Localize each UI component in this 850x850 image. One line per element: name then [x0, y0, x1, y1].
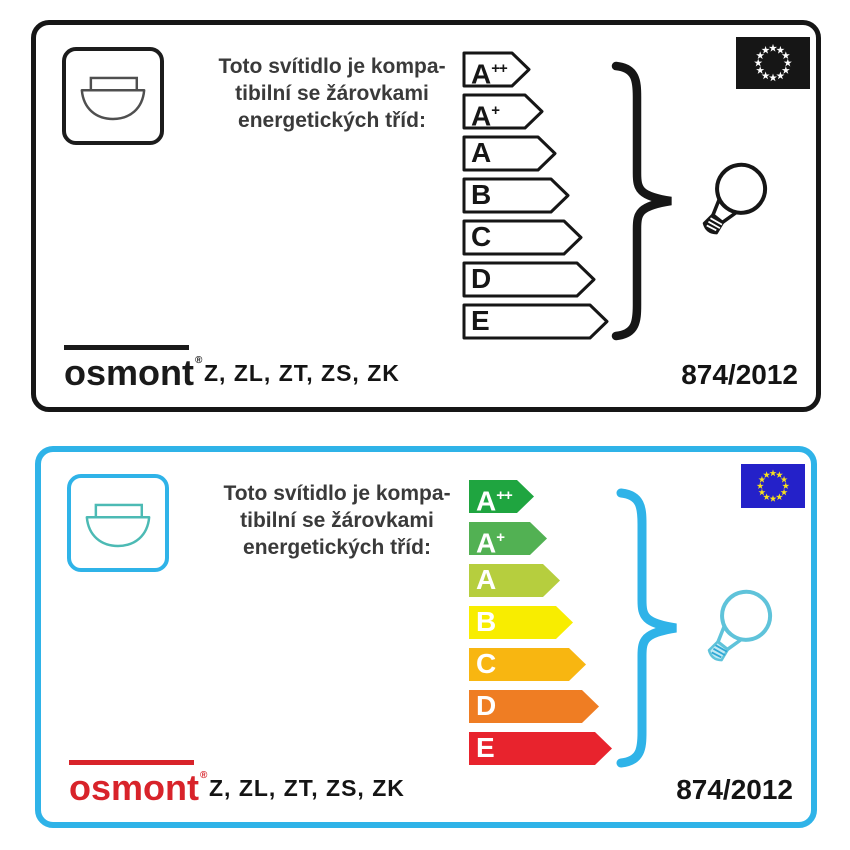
- energy-class-letter: A+: [476, 527, 504, 559]
- energy-class-letter: E: [476, 732, 495, 763]
- energy-class-a++: [462, 51, 610, 88]
- compat-line-1: Toto svítidlo je kompa-: [223, 482, 451, 505]
- logo-text: osmont: [69, 767, 199, 808]
- energy-class-letter: A: [471, 137, 492, 168]
- energy-class-a++: [467, 478, 615, 515]
- energy-class-b: [462, 177, 610, 214]
- energy-class-d: [462, 261, 610, 298]
- energy-class-letter: A+: [471, 100, 499, 132]
- energy-class-a: [467, 562, 615, 599]
- energy-class-e: [467, 730, 615, 767]
- logo-overline: [64, 345, 189, 350]
- regulation-number: 874/2012: [676, 774, 793, 805]
- energy-class-letter: A: [476, 564, 497, 595]
- energy-label-monochrome: [31, 20, 821, 412]
- model-codes: Z, ZL, ZT, ZS, ZK: [204, 360, 400, 386]
- energy-class-a: [462, 135, 610, 172]
- compatibility-text: [179, 480, 495, 561]
- logo-text: osmont: [64, 352, 194, 393]
- light-bulb-icon: [683, 578, 787, 682]
- energy-class-letter: C: [476, 648, 497, 679]
- curly-brace: [613, 488, 685, 768]
- energy-class-letter: A++: [476, 485, 512, 517]
- energy-class-letter: E: [471, 305, 490, 336]
- energy-class-letter: D: [476, 690, 497, 721]
- eu-flag-icon: [741, 464, 805, 508]
- compat-line-1: Toto svítidlo je kompa-: [218, 55, 446, 78]
- energy-class-e: [462, 303, 610, 340]
- compat-line-3: energetických tříd:: [243, 536, 431, 559]
- energy-class-letter: B: [476, 606, 497, 637]
- energy-class-letter: C: [471, 221, 492, 252]
- energy-class-letter: D: [471, 263, 492, 294]
- osmont-logo: [64, 345, 202, 391]
- compat-line-2: tibilní se žárovkami: [235, 82, 429, 105]
- energy-label-colored: [35, 446, 817, 828]
- model-codes: Z, ZL, ZT, ZS, ZK: [209, 775, 405, 801]
- energy-class-c: [462, 219, 610, 256]
- compat-line-2: tibilní se žárovkami: [240, 509, 434, 532]
- energy-class-d: [467, 688, 615, 725]
- energy-class-letter: A++: [471, 58, 507, 90]
- ceiling-lamp-icon: [62, 47, 164, 145]
- energy-class-b: [467, 604, 615, 641]
- energy-class-a+: [467, 520, 615, 557]
- compat-line-3: energetických tříd:: [238, 109, 426, 132]
- regulation-number: 874/2012: [681, 359, 798, 390]
- energy-class-letter: B: [471, 179, 492, 210]
- registered-mark: ®: [195, 355, 203, 366]
- registered-mark: ®: [200, 770, 208, 781]
- energy-class-a+: [462, 93, 610, 130]
- light-bulb-icon: [678, 151, 782, 255]
- curly-brace: [608, 61, 680, 341]
- logo-overline: [69, 760, 194, 765]
- eu-flag-icon: [736, 37, 810, 89]
- ceiling-lamp-icon: [67, 474, 169, 572]
- energy-class-arrows: [462, 51, 610, 345]
- energy-class-arrows: [467, 478, 615, 772]
- compatibility-text: [174, 53, 490, 134]
- energy-class-c: [467, 646, 615, 683]
- osmont-logo: [69, 760, 207, 806]
